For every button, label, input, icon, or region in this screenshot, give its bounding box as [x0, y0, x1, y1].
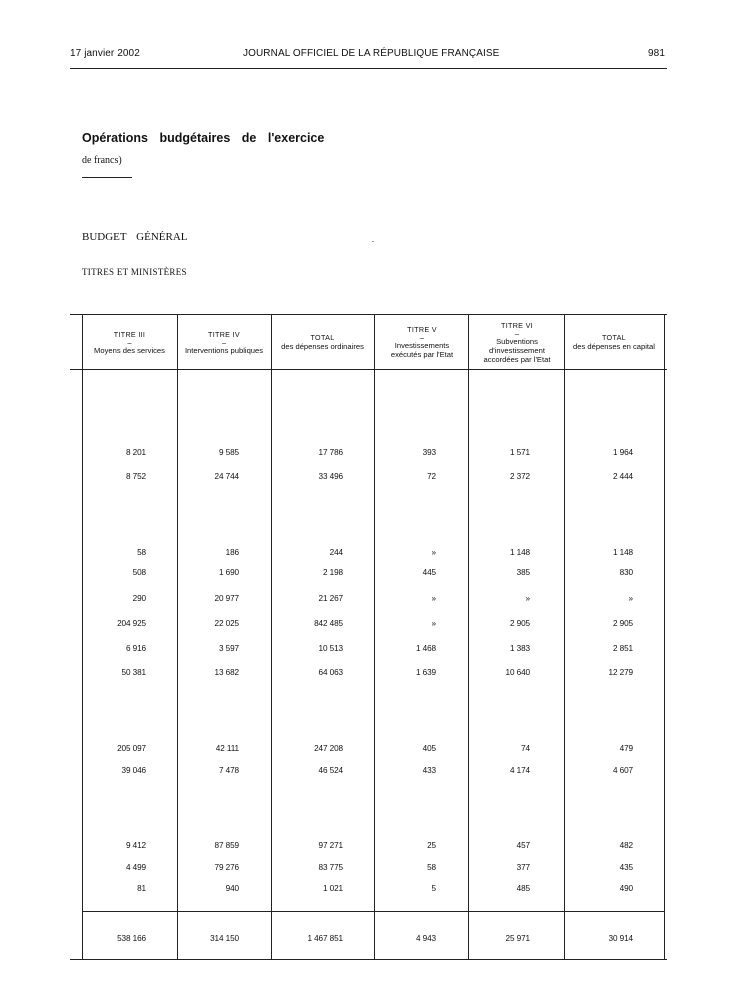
- column-header-titre-iii: [82, 316, 177, 368]
- table-cell: 1 148: [613, 548, 633, 557]
- column-label: des dépenses en capital: [573, 342, 655, 351]
- column-header-titre-v: [380, 316, 464, 368]
- table-cell: 9 585: [219, 448, 239, 457]
- table-cell: 186: [225, 548, 239, 557]
- column-dash: –: [127, 337, 132, 347]
- table-cell: 8 201: [126, 448, 146, 457]
- table-cell: 25: [427, 841, 436, 850]
- column-label: Moyens des services: [94, 345, 165, 355]
- table-bottom-rule: [70, 959, 667, 960]
- table-cell: 17 786: [318, 448, 343, 457]
- column-dash: –: [419, 333, 425, 342]
- column-header-total-capital: [564, 316, 664, 368]
- column-label: Interventions publiques: [184, 345, 264, 355]
- column-title: TITRE V: [407, 325, 437, 334]
- table-cell: 2 851: [613, 644, 633, 653]
- table-cell: 2 905: [613, 619, 633, 628]
- table-cell: »: [431, 619, 436, 628]
- table-cell: 2 444: [613, 472, 633, 481]
- table-cell: 482: [619, 841, 633, 850]
- table-top-rule: [70, 314, 667, 315]
- table-cell: 435: [619, 863, 633, 872]
- document-title: Opérations budgétaires de l'exercice: [82, 131, 325, 145]
- table-cell: »: [431, 548, 436, 557]
- table-cell: 22 025: [214, 619, 239, 628]
- table-cell: 87 859: [214, 841, 239, 850]
- table-cell: 79 276: [214, 863, 239, 872]
- table-cell: 50 381: [121, 668, 146, 677]
- table-cell: 8 752: [126, 472, 146, 481]
- header-date: 17 janvier 2002: [70, 48, 140, 59]
- page-number: 981: [648, 48, 665, 59]
- column-header-titre-iv: [177, 316, 271, 368]
- table-cell: 1 690: [219, 568, 239, 577]
- table-cell: 205 097: [117, 744, 146, 753]
- table-cell: 81: [137, 884, 146, 893]
- table-cell: 247 208: [314, 744, 343, 753]
- table-cell: 5: [431, 884, 436, 893]
- table-cell: 1 964: [613, 448, 633, 457]
- header-rule: [70, 68, 667, 69]
- table-cell: 39 046: [121, 766, 146, 775]
- table-cell: 830: [619, 568, 633, 577]
- table-cell: 9 412: [126, 841, 146, 850]
- table-cell: »: [628, 594, 633, 603]
- table-cell: 433: [422, 766, 436, 775]
- table-cell: 3 597: [219, 644, 239, 653]
- table-cell: 1 383: [510, 644, 530, 653]
- column-header-titre-vi: [474, 316, 560, 368]
- column-label: des dépenses ordinaires: [281, 342, 364, 351]
- table-cell: 72: [427, 472, 436, 481]
- table-cell: 1 571: [510, 448, 530, 457]
- table-cell: 1 468: [416, 644, 436, 653]
- table-cell: 4 607: [613, 766, 633, 775]
- table-cell: 4 499: [126, 863, 146, 872]
- table-cell: 20 977: [214, 594, 239, 603]
- total-cell: 4 943: [416, 934, 436, 943]
- table-cell: 64 063: [318, 668, 343, 677]
- table-cell: 1 639: [416, 668, 436, 677]
- table-cell: 10 640: [505, 668, 530, 677]
- table-cell: 13 682: [214, 668, 239, 677]
- column-divider: [664, 314, 665, 960]
- table-cell: 2 372: [510, 472, 530, 481]
- table-cell: 457: [516, 841, 530, 850]
- table-cell: 508: [132, 568, 146, 577]
- section-heading: BUDGET GÉNÉRAL: [82, 231, 188, 243]
- table-total-rule: [82, 911, 664, 912]
- table-cell: 24 744: [214, 472, 239, 481]
- table-header-rule: [70, 369, 667, 370]
- table-cell: 58: [137, 548, 146, 557]
- journal-title: JOURNAL OFFICIEL DE LA RÉPUBLIQUE FRANÇAISE: [243, 48, 500, 59]
- table-cell: 490: [619, 884, 633, 893]
- table-cell: 83 775: [318, 863, 343, 872]
- table-cell: 33 496: [318, 472, 343, 481]
- table-cell: 12 279: [608, 668, 633, 677]
- scan-speck: [372, 241, 374, 242]
- column-title: TITRE IV: [208, 329, 240, 339]
- table-cell: 46 524: [318, 766, 343, 775]
- table-cell: 74: [521, 744, 530, 753]
- total-cell: 25 971: [505, 934, 530, 943]
- table-cell: 1 021: [323, 884, 343, 893]
- total-cell: 314 150: [210, 934, 239, 943]
- column-title: TITRE VI: [501, 320, 533, 330]
- total-cell: 30 914: [608, 934, 633, 943]
- table-cell: 1 148: [510, 548, 530, 557]
- column-title: TITRE III: [113, 329, 146, 339]
- table-cell: 479: [619, 744, 633, 753]
- table-cell: 405: [422, 744, 436, 753]
- table-cell: 10 513: [318, 644, 343, 653]
- table-cell: »: [431, 594, 436, 603]
- table-cell: 393: [422, 448, 436, 457]
- total-cell: 538 166: [117, 934, 146, 943]
- table-cell: 6 916: [126, 644, 146, 653]
- total-cell: 1 467 851: [307, 934, 343, 943]
- column-dash: –: [514, 328, 520, 338]
- table-cell: 485: [516, 884, 530, 893]
- table-cell: 2 198: [323, 568, 343, 577]
- table-cell: »: [525, 594, 530, 603]
- table-cell: 4 174: [510, 766, 530, 775]
- table-cell: 7 478: [219, 766, 239, 775]
- table-cell: 842 485: [314, 619, 343, 628]
- column-dash: –: [221, 337, 227, 347]
- table-cell: 385: [516, 568, 530, 577]
- column-header-total-ordinaires: [271, 316, 374, 368]
- table-cell: 21 267: [318, 594, 343, 603]
- table-cell: 445: [422, 568, 436, 577]
- table-cell: 204 925: [117, 619, 146, 628]
- table-cell: 58: [427, 863, 436, 872]
- column-title: TOTAL: [310, 333, 335, 342]
- table-cell: 97 271: [318, 841, 343, 850]
- column-label: Subventions d'investissement accordées par l'Etat: [483, 336, 551, 364]
- document-subtitle: de francs): [82, 155, 122, 166]
- table-cell: 377: [516, 863, 530, 872]
- table-cell: 244: [329, 548, 343, 557]
- table-cell: 940: [225, 884, 239, 893]
- subsection-heading: TITRES ET MINISTÈRES: [82, 267, 187, 277]
- column-title: TOTAL: [602, 333, 626, 342]
- column-label: Investissements exécutés par l'Etat: [390, 341, 454, 359]
- title-rule: [82, 177, 132, 178]
- table-cell: 42 111: [215, 744, 239, 753]
- table-cell: 290: [132, 594, 146, 603]
- table-cell: 2 905: [510, 619, 530, 628]
